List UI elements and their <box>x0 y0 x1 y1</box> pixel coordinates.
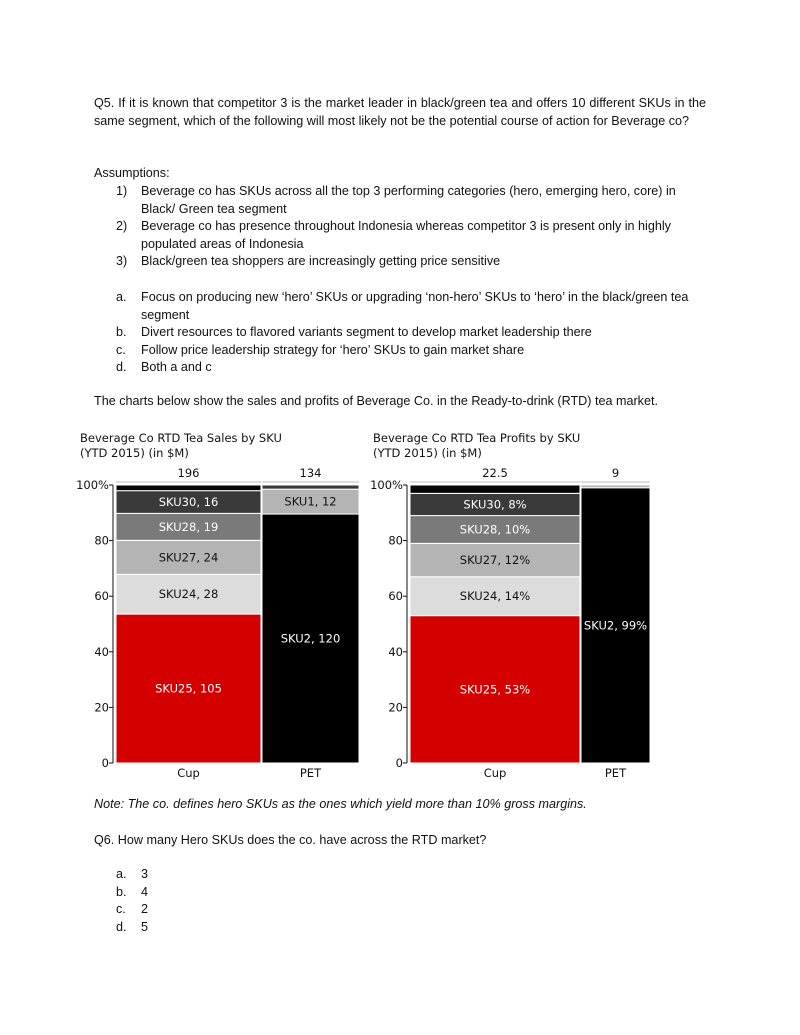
segment-label: SKU2, 99% <box>583 618 648 633</box>
q6-options <box>94 866 148 936</box>
bar-segment <box>581 485 650 488</box>
option-text: 2 <box>141 902 149 917</box>
segment-label: SKU24, 28 <box>158 587 219 602</box>
column-total: 22.5 <box>482 466 508 480</box>
y-tick-label: 0 <box>395 756 403 770</box>
option-text: 4 <box>141 884 149 899</box>
list-item <box>94 253 706 271</box>
q6-question: Q6. How many Hero SKUs does the co. have across the RTD market? <box>94 833 487 847</box>
segment-label: SKU25, 53% <box>459 682 531 697</box>
column-total: 134 <box>299 466 322 480</box>
charts-intro: The charts below show the sales and profits of Beverage Co. in the Ready-to-drink (RTD) tea market. <box>94 394 658 408</box>
y-tick-label: 60 <box>94 589 109 604</box>
y-tick-label: 20 <box>94 700 109 715</box>
q5-options <box>94 289 706 377</box>
segment-label: SKU27, 24 <box>158 550 219 565</box>
segment-label: SKU1, 12 <box>284 494 337 509</box>
list-number: 3) <box>116 254 128 269</box>
chart-title: Beverage Co RTD Tea Sales by SKU <box>80 431 282 445</box>
segment-label: SKU28, 10% <box>459 522 531 537</box>
y-tick-label: 100% <box>76 478 109 492</box>
charts-figure <box>0 420 800 790</box>
option-letter: d. <box>116 919 127 934</box>
chart-title: Beverage Co RTD Tea Profits by SKU <box>373 431 581 445</box>
chart-subtitle: (YTD 2015) (in $M) <box>373 446 482 460</box>
assumption-text: Beverage co has SKUs across all the top 3 performing categories (hero, emerging hero, core) in Black/ Green tea segment <box>141 184 676 216</box>
option-letter: a. <box>116 867 127 881</box>
option-text: Focus on producing new ‘hero’ SKUs or upgrading ‘non-hero’ SKUs to ‘hero’ in the black/green tea segment <box>141 290 689 322</box>
answer-option <box>94 884 148 902</box>
bar-segment <box>262 485 359 489</box>
category-label: Cup <box>177 766 200 780</box>
column-total: 9 <box>611 466 620 480</box>
segment-label: SKU30, 8% <box>463 497 527 512</box>
y-tick-label: 40 <box>94 644 109 659</box>
assumption-text: Beverage co has presence throughout Indonesia whereas competitor 3 is present only in highly populated areas of Indonesia <box>141 219 671 251</box>
list-item <box>94 218 706 253</box>
bar-segment <box>410 485 580 493</box>
option-text: Follow price leadership strategy for ‘hero’ SKUs to gain market share <box>141 342 525 357</box>
column-total: 196 <box>177 466 200 480</box>
assumption-text: Black/green tea shoppers are increasingly getting price sensitive <box>141 254 501 269</box>
y-tick-label: 80 <box>94 533 109 548</box>
option-letter: d. <box>116 360 127 375</box>
answer-option <box>94 919 148 937</box>
list-number: 2) <box>116 219 128 234</box>
category-label: PET <box>299 766 322 780</box>
y-tick-label: 20 <box>388 700 403 715</box>
segment-label: SKU24, 14% <box>459 589 531 604</box>
segment-label: SKU2, 120 <box>280 631 341 646</box>
answer-option <box>94 342 706 360</box>
y-tick-label: 0 <box>101 756 109 770</box>
option-letter: a. <box>116 290 127 304</box>
chart-subtitle: (YTD 2015) (in $M) <box>80 446 189 460</box>
hero-note: Note: The co. defines hero SKUs as the ones which yield more than 10% gross margins. <box>94 797 587 811</box>
assumptions-list <box>94 183 706 271</box>
q5-question: Q5. If it is known that competitor 3 is the market leader in black/green tea and offers 10 different SKUs in the same segment, which of the following will most likely not be the potential course of action for Beverage co? <box>94 96 706 128</box>
answer-option <box>94 289 706 324</box>
option-text: Divert resources to flavored variants segment to develop market leadership there <box>141 325 592 340</box>
y-tick-label: 40 <box>388 644 403 659</box>
answer-option <box>94 359 706 377</box>
option-letter: b. <box>116 325 127 340</box>
option-letter: c. <box>116 902 126 917</box>
answer-option <box>94 324 706 342</box>
segment-label: SKU30, 16 <box>158 495 219 510</box>
answer-option <box>94 901 148 919</box>
answer-option <box>94 866 148 884</box>
category-label: Cup <box>483 766 507 780</box>
category-label: PET <box>604 766 627 780</box>
option-text: Both a and c <box>141 360 212 375</box>
option-letter: b. <box>116 884 127 899</box>
option-letter: c. <box>116 342 126 357</box>
bar-segment <box>116 485 261 491</box>
list-number: 1) <box>116 184 128 198</box>
option-text: 3 <box>141 867 149 881</box>
y-tick-label: 80 <box>388 533 403 548</box>
segment-label: SKU28, 19 <box>158 519 219 534</box>
y-tick-label: 100% <box>370 478 403 492</box>
segment-label: SKU25, 105 <box>155 681 222 696</box>
segment-label: SKU27, 12% <box>459 553 531 568</box>
option-text: 5 <box>141 919 149 934</box>
y-tick-label: 60 <box>388 589 403 604</box>
assumptions-title: Assumptions: <box>94 166 170 180</box>
list-item <box>94 183 706 218</box>
